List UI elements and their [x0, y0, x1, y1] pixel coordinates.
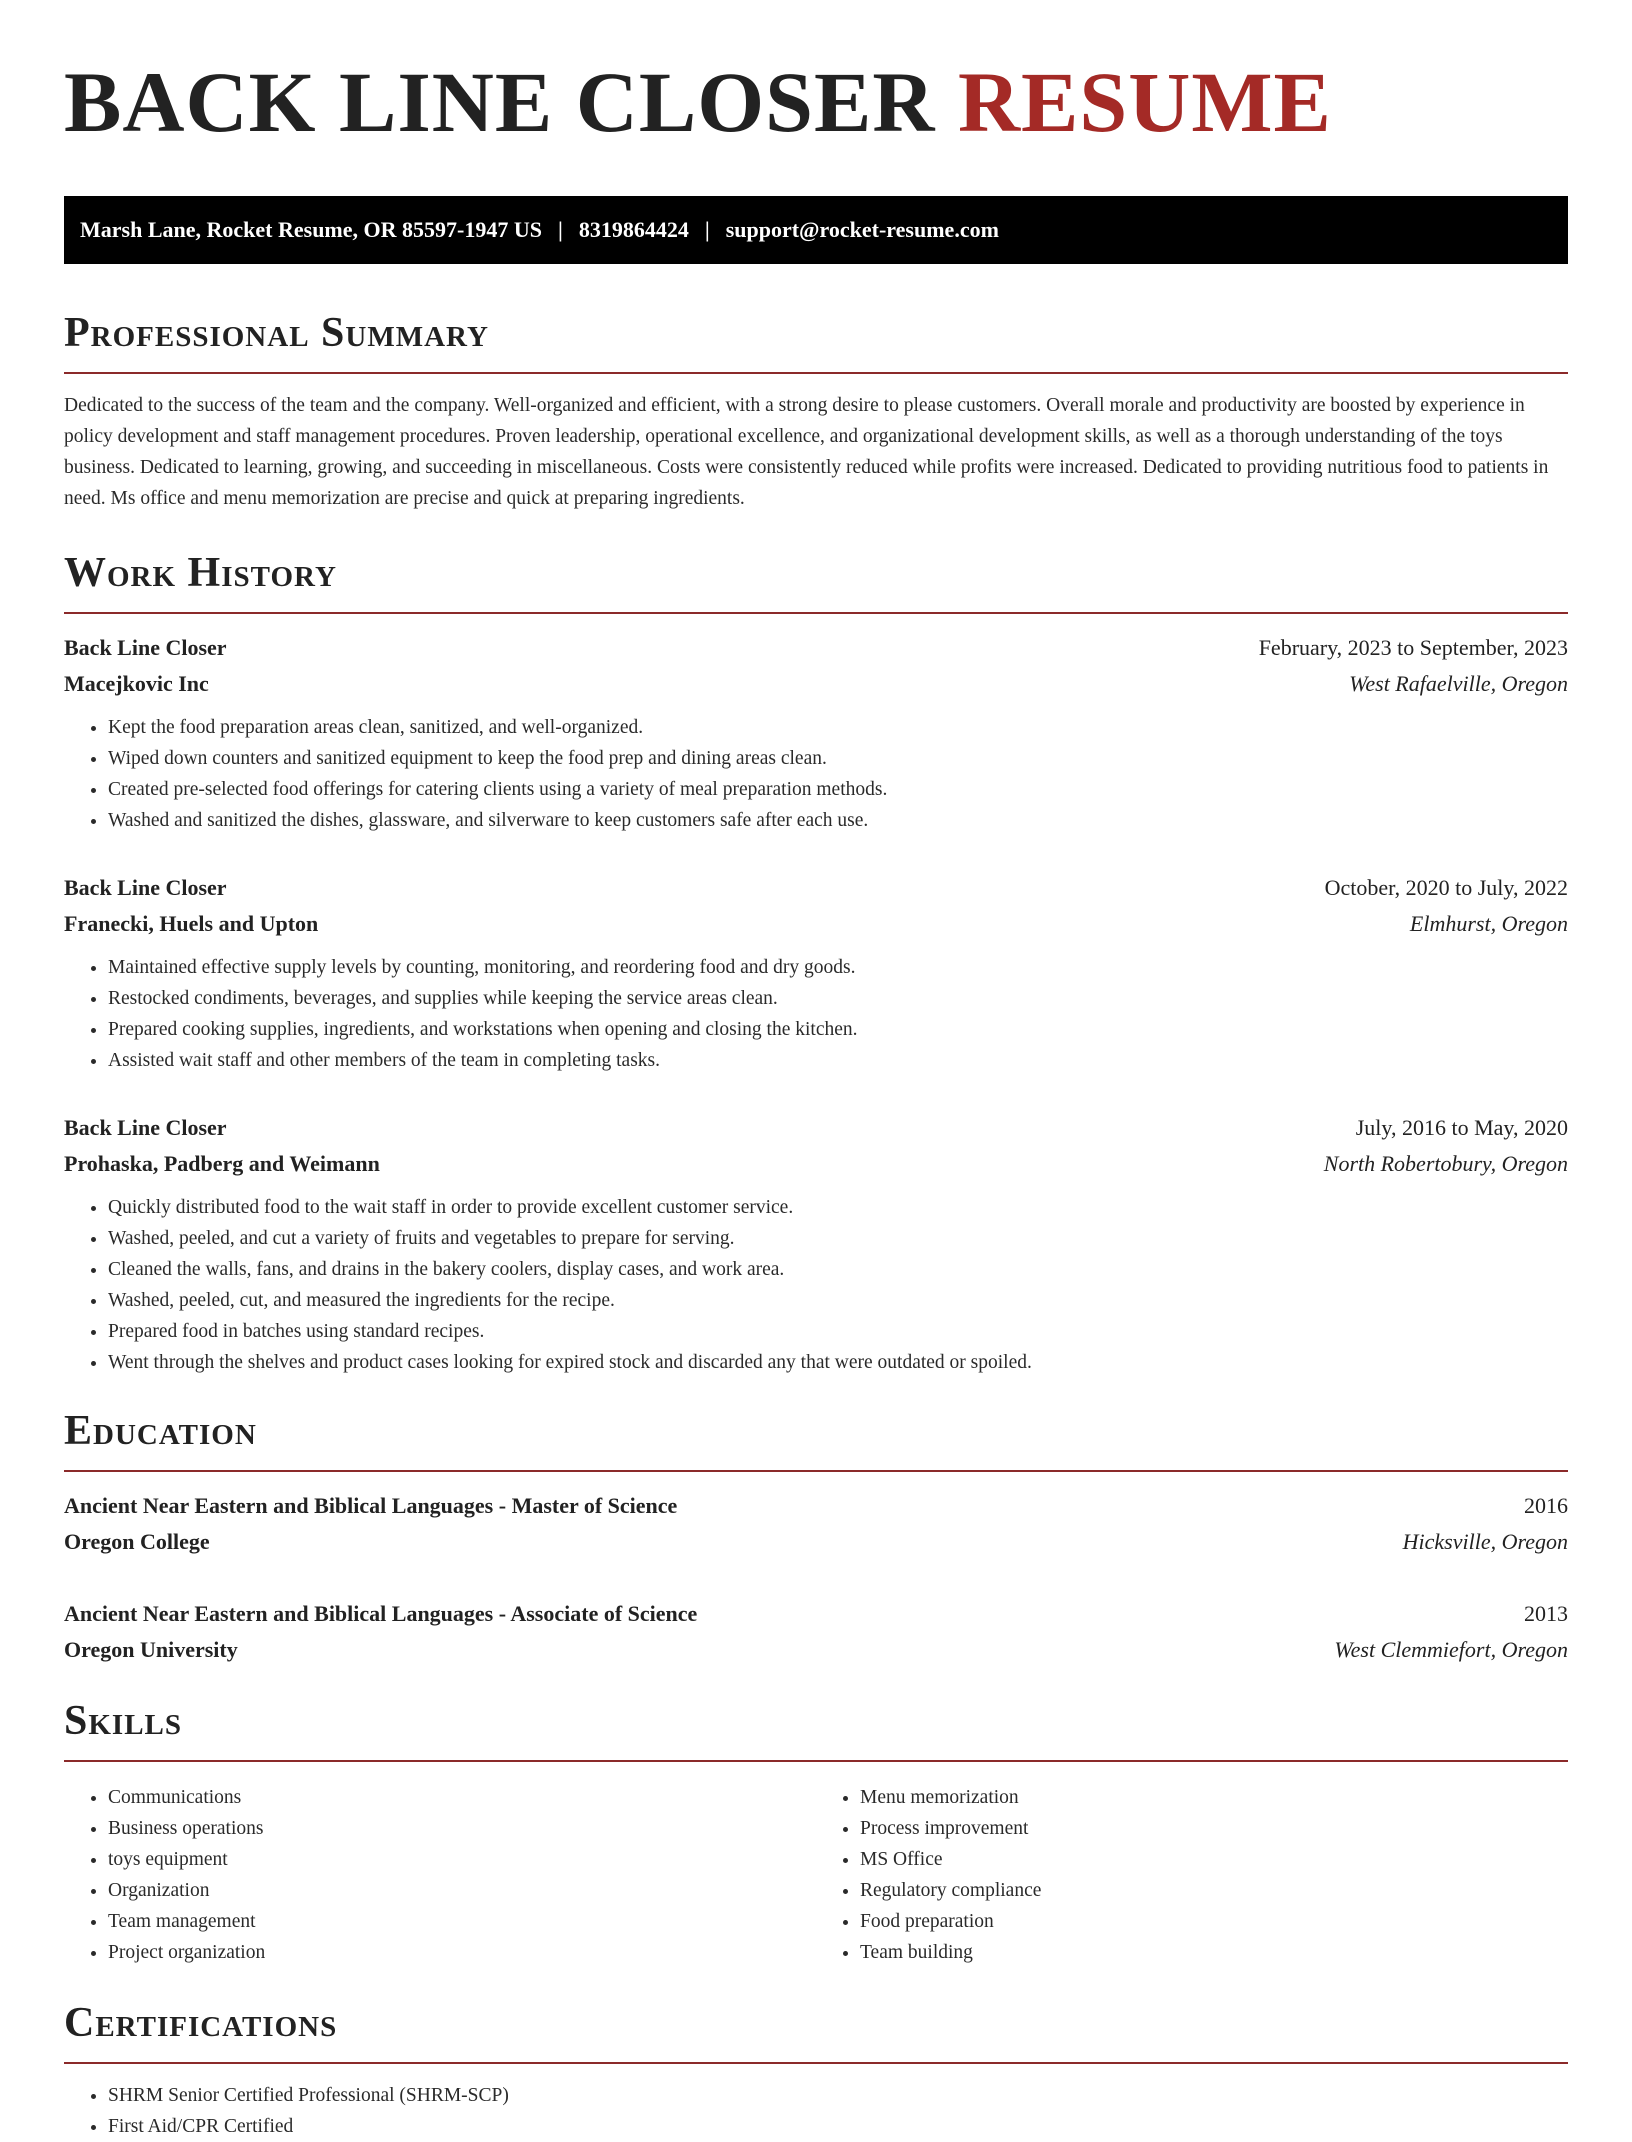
work-history-section: [64, 548, 1568, 1378]
job-company-row: [64, 906, 1568, 942]
job-dates: July, 2016 to May, 2020: [1355, 1115, 1568, 1140]
education-list: [64, 1488, 1568, 1668]
job-role: Back Line Closer: [64, 1115, 227, 1140]
skill-item: • toys equipment: [108, 1844, 816, 1875]
job-location: North Robertobury, Oregon: [1323, 1151, 1568, 1176]
job-bullet: • Quickly distributed food to the wait staff in order to provide excellent customer service.: [108, 1192, 1568, 1223]
job-entry: [64, 1110, 1568, 1378]
skill-item: • Food preparation: [860, 1906, 1568, 1937]
education-degree-row: [64, 1488, 1568, 1524]
summary-text: Dedicated to the success of the team and the company. Well-organized and efficient, with a strong desire to please customers. Overall morale and productivity are boosted by experience in policy development and staff management procedures. Proven leadership, operational excellence, and organizational development skills, as well as a thorough understanding of the toys business. Dedicated to learning, growing, and succeeding in miscellaneous. Costs were consistently reduced while profits were increased. Dedicated to providing nutritious food to patients in need. Ms office and menu memorization are precise and quick at preparing ingredients.: [64, 395, 1549, 509]
contact-phone: 8319864424: [578, 217, 689, 242]
job-bullet-list: [64, 712, 1568, 836]
job-bullet: • Washed, peeled, cut, and measured the ingredients for the recipe.: [108, 1285, 1568, 1316]
summary-section: [64, 308, 1568, 514]
education-degree: Ancient Near Eastern and Biblical Languages - Master of Science: [64, 1493, 678, 1518]
title-accent: RESUME: [957, 54, 1332, 150]
skills-list-right: [816, 1782, 1568, 1968]
job-header-row: [64, 1110, 1568, 1146]
job-header-row: [64, 630, 1568, 666]
skill-item: • Project organization: [108, 1937, 816, 1968]
contact-bar: [64, 196, 1568, 264]
skills-section: [64, 1696, 1568, 1968]
job-role: Back Line Closer: [64, 635, 227, 660]
job-bullet: • Maintained effective supply levels by counting, monitoring, and reordering food and dry goods.: [108, 952, 1568, 983]
job-company: Prohaska, Padberg and Weimann: [64, 1151, 380, 1176]
education-school-row: [64, 1524, 1568, 1560]
education-section: [64, 1406, 1568, 1668]
job-list: [64, 630, 1568, 1378]
job-bullet: • Wiped down counters and sanitized equipment to keep the food prep and dining areas clean.: [108, 743, 1568, 774]
contact-email: support@rocket-resume.com: [725, 217, 999, 242]
section-divider: [64, 1470, 1568, 1472]
job-bullet: • Restocked condiments, beverages, and supplies while keeping the service areas clean.: [108, 983, 1568, 1014]
education-school: Oregon College: [64, 1529, 210, 1554]
section-title-work-history: Work History: [64, 550, 337, 596]
job-bullet: • Cleaned the walls, fans, and drains in the bakery coolers, display cases, and work area.: [108, 1254, 1568, 1285]
education-school-row: [64, 1632, 1568, 1668]
skills-list-left: [64, 1782, 816, 1968]
education-entry: [64, 1596, 1568, 1668]
education-degree: Ancient Near Eastern and Biblical Languages - Associate of Science: [64, 1601, 698, 1626]
section-divider: [64, 1760, 1568, 1762]
job-bullet: • Went through the shelves and product cases looking for expired stock and discarded any that were outdated or spoiled.: [108, 1347, 1568, 1378]
certification-item: • First Aid/CPR Certified: [108, 2111, 1568, 2142]
contact-separator: |: [557, 217, 563, 242]
education-location: West Clemmiefort, Oregon: [1334, 1637, 1568, 1662]
education-location: Hicksville, Oregon: [1402, 1529, 1568, 1554]
skill-item: • Regulatory compliance: [860, 1875, 1568, 1906]
education-entry: [64, 1488, 1568, 1560]
skill-item: • Menu memorization: [860, 1782, 1568, 1813]
section-title-summary: Professional Summary: [64, 310, 489, 356]
job-company-row: [64, 666, 1568, 702]
skill-item: • Organization: [108, 1875, 816, 1906]
job-bullet: • Washed, peeled, and cut a variety of fruits and vegetables to prepare for serving.: [108, 1223, 1568, 1254]
job-bullet: • Kept the food preparation areas clean, sanitized, and well-organized.: [108, 712, 1568, 743]
job-company-row: [64, 1146, 1568, 1182]
title-main: BACK LINE CLOSER: [64, 54, 936, 150]
job-company: Franecki, Huels and Upton: [64, 911, 319, 936]
skill-item: • MS Office: [860, 1844, 1568, 1875]
certifications-list: [64, 2080, 1568, 2142]
education-school: Oregon University: [64, 1637, 238, 1662]
certification-item: • SHRM Senior Certified Professional (SHRM-SCP): [108, 2080, 1568, 2111]
skills-grid: [64, 1778, 1568, 1968]
job-dates: February, 2023 to September, 2023: [1258, 635, 1568, 660]
skill-item: • Communications: [108, 1782, 816, 1813]
job-bullet-list: [64, 1192, 1568, 1378]
section-divider: [64, 2062, 1568, 2064]
job-bullet: • Created pre-selected food offerings for catering clients using a variety of meal preparation methods.: [108, 774, 1568, 805]
education-year: 2013: [1524, 1601, 1568, 1626]
skill-item: • Process improvement: [860, 1813, 1568, 1844]
contact-address: Marsh Lane, Rocket Resume, OR 85597-1947 US: [80, 217, 542, 242]
job-company: Macejkovic Inc: [64, 671, 209, 696]
section-title-education: Education: [64, 1408, 257, 1454]
section-title-skills: Skills: [64, 1698, 183, 1744]
job-bullet: • Prepared cooking supplies, ingredients, and workstations when opening and closing the kitchen.: [108, 1014, 1568, 1045]
job-dates: October, 2020 to July, 2022: [1324, 875, 1568, 900]
section-title-certifications: Certifications: [64, 2000, 338, 2046]
section-divider: [64, 612, 1568, 614]
skill-item: • Team management: [108, 1906, 816, 1937]
job-bullet: • Assisted wait staff and other members of the team in completing tasks.: [108, 1045, 1568, 1076]
certifications-section: [64, 1998, 1568, 2142]
job-bullet: • Prepared food in batches using standard recipes.: [108, 1316, 1568, 1347]
skill-item: • Business operations: [108, 1813, 816, 1844]
job-bullet-list: [64, 952, 1568, 1076]
job-location: West Rafaelville, Oregon: [1349, 671, 1568, 696]
education-degree-row: [64, 1596, 1568, 1632]
education-year: 2016: [1524, 1493, 1568, 1518]
job-entry: [64, 630, 1568, 836]
resume-title: [64, 56, 1568, 148]
job-header-row: [64, 870, 1568, 906]
contact-separator: |: [704, 217, 710, 242]
section-divider: [64, 372, 1568, 374]
job-entry: [64, 870, 1568, 1076]
skill-item: • Team building: [860, 1937, 1568, 1968]
job-role: Back Line Closer: [64, 875, 227, 900]
job-location: Elmhurst, Oregon: [1409, 911, 1568, 936]
job-bullet: • Washed and sanitized the dishes, glassware, and silverware to keep customers safe after each use.: [108, 805, 1568, 836]
